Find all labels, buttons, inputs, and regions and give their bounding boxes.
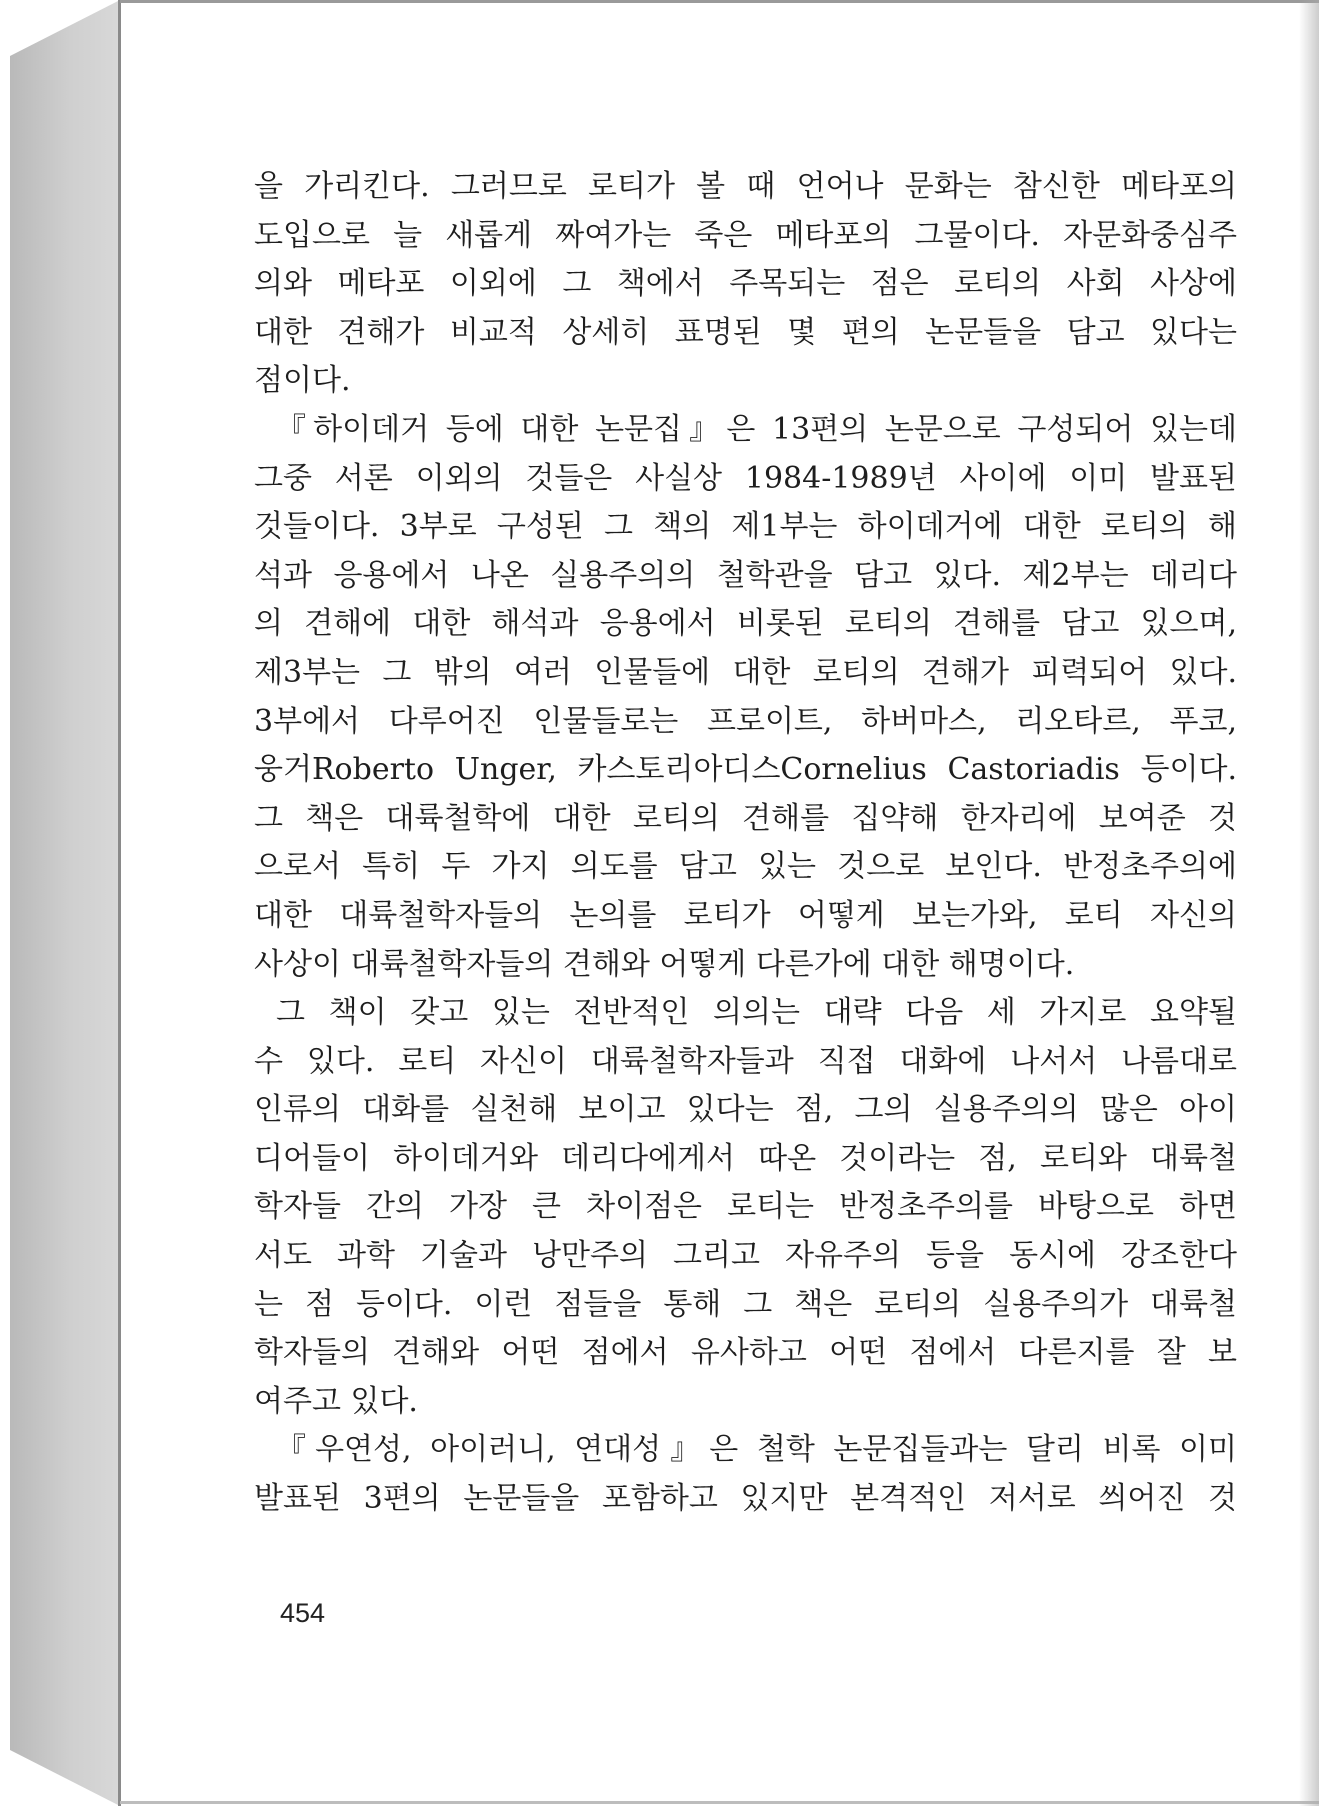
text-line: 웅거Roberto Unger, 카스토리아디스Cornelius Castoriadis 등이다. (254, 752, 1237, 788)
text-line: 여주고 있다. (254, 1383, 418, 1419)
body-text (254, 163, 1237, 1524)
page-bottom-edge (120, 1801, 1319, 1804)
text-line: 점이다. (254, 363, 351, 399)
text-line: 을 가리킨다. 그러므로 로티가 볼 때 언어나 문화는 참신한 메타포의 (254, 169, 1237, 204)
text-line: 으로서 특히 두 가지 의도를 담고 있는 것으로 보인다. 반정초주의에 (254, 849, 1237, 885)
text-line: 것들이다. 3부로 구성된 그 책의 제1부는 하이데거에 대한 로티의 해 (254, 509, 1237, 545)
text-line: 의 견해에 대한 해석과 응용에서 비롯된 로티의 견해를 담고 있으며, (254, 606, 1237, 642)
text-line: 서도 과학 기술과 낭만주의 그리고 자유주의 등을 동시에 강조한다 (254, 1238, 1237, 1274)
text-line: 학자들 간의 가장 큰 차이점은 로티는 반정초주의를 바탕으로 하면 (254, 1189, 1237, 1225)
text-line: 수 있다. 로티 자신이 대륙철학자들과 직접 대화에 나서서 나름대로 (254, 1043, 1237, 1079)
text-line: 그중 서론 이외의 것들은 사실상 1984-1989년 사이에 이미 발표된 (254, 460, 1237, 496)
book-page (121, 3, 1299, 1801)
text-line: 3부에서 다루어진 인물들로는 프로이트, 하버마스, 리오타르, 푸코, (254, 703, 1237, 739)
text-line: 발표된 3편의 논문들을 포함하고 있지만 본격적인 저서로 씌어진 것 (254, 1481, 1237, 1517)
text-line: 의와 메타포 이외에 그 책에서 주목되는 점은 로티의 사회 사상에 (254, 266, 1237, 302)
page-number: 454 (280, 1598, 326, 1628)
text-line: 석과 응용에서 나온 실용주의의 철학관을 담고 있다. 제2부는 데리다 (254, 557, 1237, 593)
text-line: 도입으로 늘 새롭게 짜여가는 죽은 메타포의 그물이다. 자문화중심주 (254, 217, 1237, 253)
text-line: 사상이 대륙철학자들의 견해와 어떻게 다른가에 대한 해명이다. (254, 946, 1075, 982)
text-line: 인류의 대화를 실천해 보이고 있다는 점, 그의 실용주의의 많은 아이 (254, 1092, 1237, 1128)
text-line: 는 점 등이다. 이런 점들을 통해 그 책은 로티의 실용주의가 대륙철 (254, 1286, 1237, 1322)
page-right-shadow (1299, 0, 1319, 1806)
text-line: 『우연성, 아이러니, 연대성』은 철학 논문집들과는 달리 비록 이미 (276, 1432, 1237, 1468)
text-line: 디어들이 하이데거와 데리다에게서 따온 것이라는 점, 로티와 대륙철 (254, 1140, 1237, 1176)
text-line: 그 책은 대륙철학에 대한 로티의 견해를 집약해 한자리에 보여준 것 (254, 800, 1237, 836)
book-spine (10, 0, 120, 1806)
text-line: 『하이데거 등에 대한 논문집』은 13편의 논문으로 구성되어 있는데 (276, 411, 1237, 447)
text-line: 그 책이 갖고 있는 전반적인 의의는 대략 다음 세 가지로 요약될 (276, 995, 1237, 1031)
text-line: 제3부는 그 밖의 여러 인물들에 대한 로티의 견해가 피력되어 있다. (254, 654, 1237, 690)
text-line: 대한 대륙철학자들의 논의를 로티가 어떻게 보는가와, 로티 자신의 (254, 897, 1237, 933)
text-line: 대한 견해가 비교적 상세히 표명된 몇 편의 논문들을 담고 있다는 (254, 314, 1237, 350)
text-line: 학자들의 견해와 어떤 점에서 유사하고 어떤 점에서 다른지를 잘 보 (254, 1335, 1237, 1371)
